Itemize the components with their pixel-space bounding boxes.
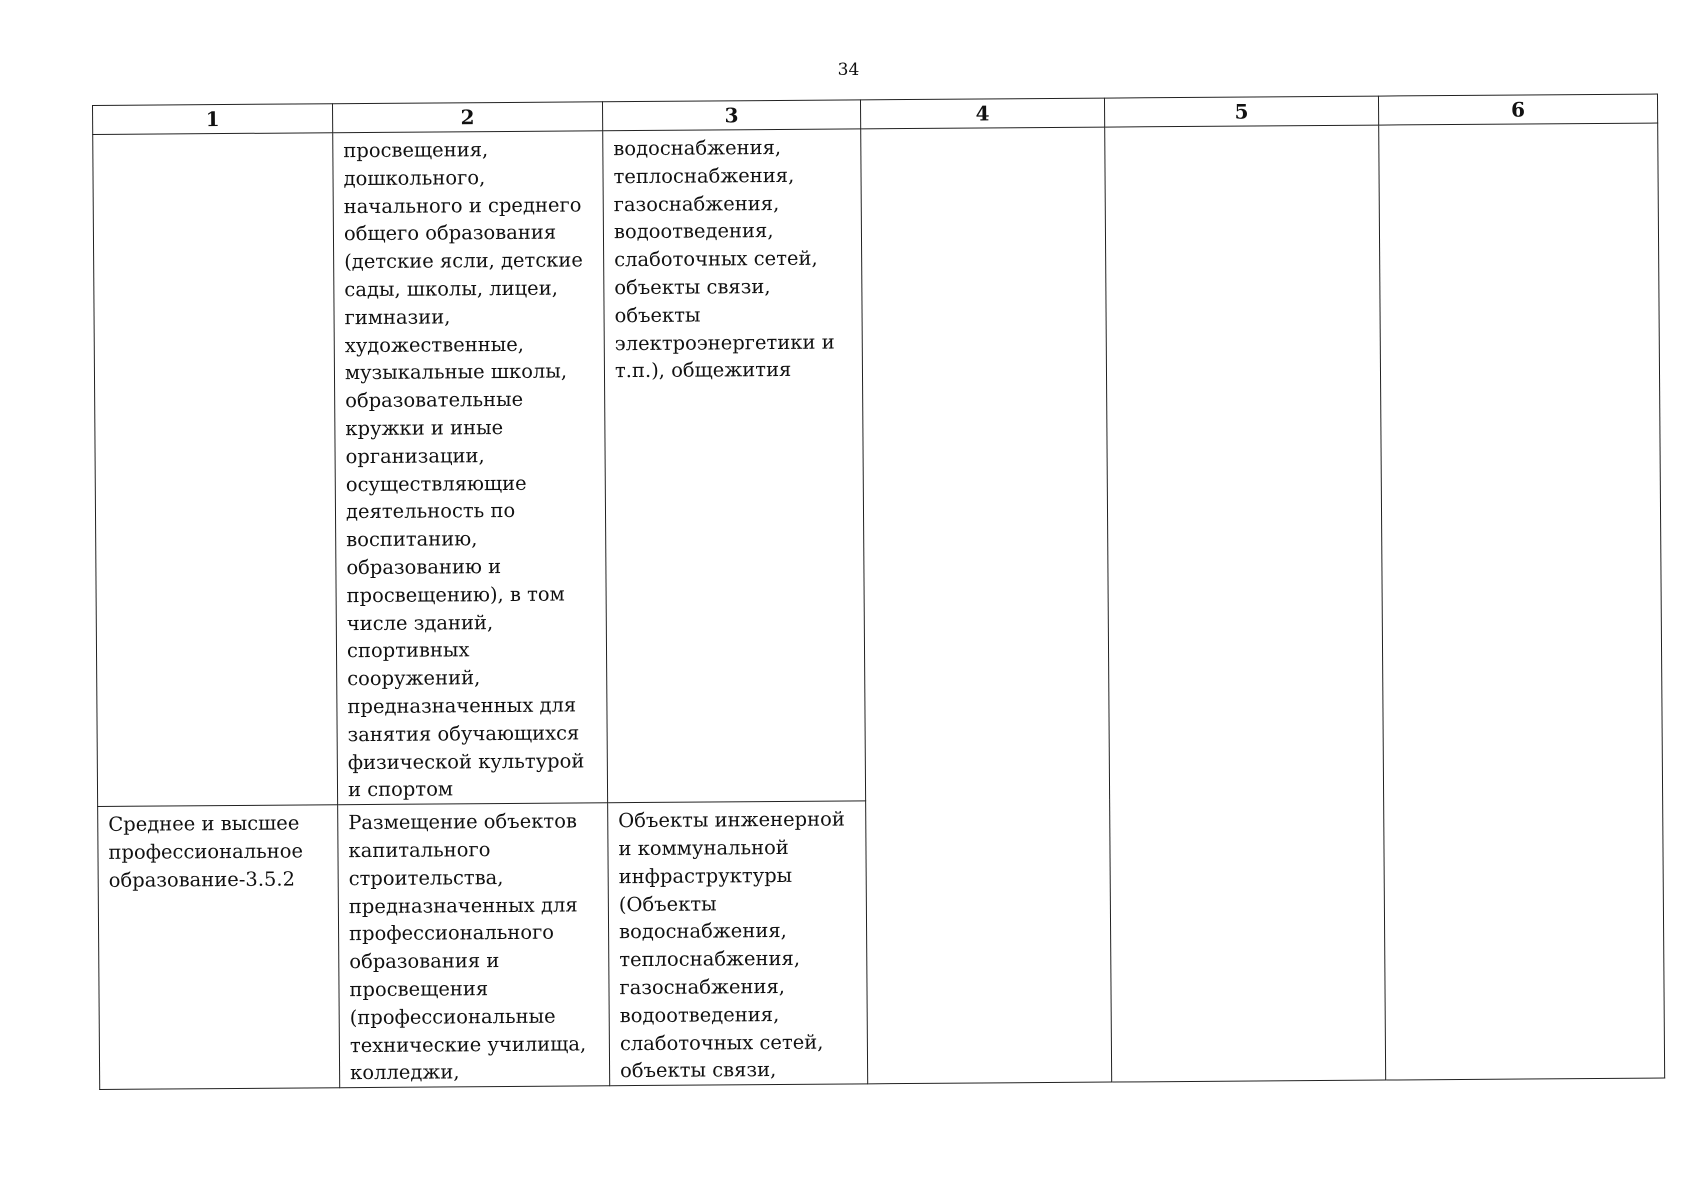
table-cell (338, 803, 610, 1088)
column-header-5: 5 (1104, 96, 1378, 127)
table-cell (1384, 795, 1665, 1080)
table-cell (603, 129, 866, 803)
cell-text: просвещения, дошкольного, начального и среднего общего образования (детские ясли, детские сады, школы, лицеи, гимназии, художественные, музыкальные школы, образовательные кружки и иные организации, осуществляющие деятельность по воспитанию, образованию и просвещению), в том числе зданий, спортивных сооружений, предназначенных для занятия обучающихся физической культурой и спортом (343, 138, 585, 802)
cell-text (1110, 797, 1383, 803)
table-cell (1110, 797, 1386, 1082)
cell-text (1379, 124, 1657, 130)
column-header-2: 2 (332, 102, 602, 133)
table-cell (1379, 123, 1663, 797)
land-use-table (92, 94, 1664, 1091)
cell-text (1384, 795, 1662, 801)
table-cell (333, 131, 608, 805)
page-number: 34 (837, 60, 860, 80)
column-header-3: 3 (602, 100, 860, 131)
table-cell (861, 127, 1110, 801)
column-header-6: 6 (1378, 94, 1657, 125)
cell-text: Размещение объектов капитального строительства, предназначенных для профессионального образования и просвещения (профессиональные технические училища, колледжи, (348, 809, 587, 1085)
cell-text: водоснабжения, теплоснабжения, газоснабжения, водоотведения, слаботочных сетей, объекты связи, объекты электроэнергетики и т.п.), общежития (613, 135, 835, 383)
cell-text (861, 128, 1104, 134)
column-header-4: 4 (860, 98, 1104, 129)
table-cell (93, 133, 338, 807)
table-cell (608, 801, 868, 1086)
cell-text: Среднее и высшее профессиональное образование-3.5.2 (108, 811, 304, 892)
cell-text (1105, 126, 1378, 132)
column-header-1: 1 (93, 104, 333, 135)
table-cell (1105, 125, 1384, 799)
table-row (98, 795, 1665, 1089)
table-row (93, 123, 1663, 807)
table-cell (866, 799, 1112, 1084)
cell-text (866, 799, 1109, 805)
table-cell (98, 805, 340, 1090)
cell-text (93, 133, 332, 139)
cell-text: Объекты инженерной и коммунальной инфраструктуры (Объекты водоснабжения, теплоснабжения, газоснабжения, водоотведения, слаботочных сетей, объекты связи, (618, 807, 845, 1083)
